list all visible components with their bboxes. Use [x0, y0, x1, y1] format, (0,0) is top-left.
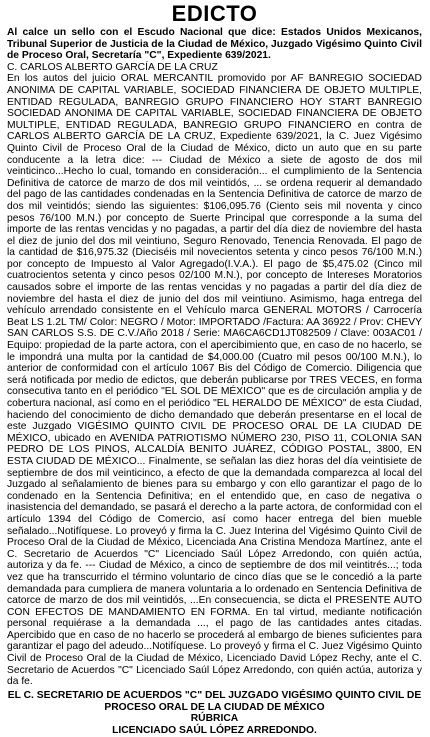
- edict-body: En los autos del juicio ORAL MERCANTIL promovido por AF BANREGIO SOCIEDAD ANONIMA DE CAPITAL VARIABLE, SOCIEDAD FINANCIERA DE OBJETO MULTIPLE, ENTIDAD REGULADA, BANREGIO GRUPO FINANCIERO HOY START BANREGIO SOCIEDAD ANONIMA DE CAPITAL VARIABLE, SOCIEDAD FINANCIERA DE OBJETO MULTIPLE, ENTIDAD REGULADA, BANREGIO GRUPO FINANCIERO en contra de CARLOS ALBERTO GARCÍA DE LA CRUZ, Expediente 639/2021, la C. Juez Vigésimo Quinto Civil de Proceso Oral de la Ciudad de México, dicto un auto que en su parte conducente a la letra dice: --- Ciudad de México a siete de agosto de dos mil veinticinco...Hecho lo cual, tomando en consideración... el cumplimiento de la Sentencia Definitiva de catorce de marzo de dos mil veintidós, ... se ordena requerir al demandado del pago de las cantidades condenadas en la Sentencia Definitiva de catorce de marzo de dos mil veintidós; siendo las siguientes: $106,095.76 (Ciento seis mil noventa y cinco pesos 76/100 M.N.) por concepto de Suerte Principal que corresponde a la suma del importe de las rentas vencidas y no pagadas, a partir del día diez de noviembre del hasta el diez de junio del dos mil veintiuno, Seguro Renovado, Tenencia Renovada. El pago de la cantidad de $16,975.32 (Dieciséis mil novecientos setenta y cinco pesos 76/100 M.N.) por concepto de Impuesto al Valor Agregado(I.V.A.). El pago de $5,475.02 (Cinco mil cuatrocientos setenta y cinco pesos 02/100 M.N.), por concepto de Intereses Moratorios causados sobre el importe de las rentas vencidas y no pagadas a partir del día diez de noviembre del hasta el diez de junio del dos mil veintiuno. Asimismo, haga entrega del vehículo arrendado consistente en el Vehículo marca GENERAL MOTORS / Carrocería Beat LS 1.2L TM/ Color: NEGRO / Motor: IMPORTADO /Factura: AA 36922 / Prov: CHEVY SAN CARLOS S.S. DE C.V./Año 2018 / Serie: MA6CA6CD1JT082509 / Clave: 003AC01 / Equipo: propiedad de la parte actora, con el apercibimiento que, en caso de no hacerlo, se le impondrá una multa por la cantidad de $4,000.00 (Cuatro mil pesos 00/100 M.N.), lo anterior de conformidad con el artículo 1067 Bis del Código de Comercio. Diligencia que será notificada por medio de edictos, que deberán publicarse por TRES VECES, en forma consecutiva tanto en el periódico "EL SOL DE MÉXICO" que es de circulación amplia y de cobertura nacional, así como en el periódico "EL HERALDO DE MÉXICO" de esta Ciudad, haciendo del conocimiento de dicho demandado que deberán presentarse en el local de este Juzgado VIGÉSIMO QUINTO CIVIL DE PROCESO ORAL DE LA CIUDAD DE MÉXICO, ubicado en AVENIDA PATRIOTISMO NÚMERO 230, PISO 11, COLONIA SAN PEDRO DE LOS PINOS, ALCALDÍA BENITO JUÁREZ, CÓDIGO POSTAL, 3800, EN ESTA CIUDAD DE MÉXICO... Finalmente, se señalan las diez horas del día veintisiete de septiembre de dos mil veinticinco, a efecto de que la demandada comparezca al local del Juzgado al señalamiento de bienes para su embargo y con ello garantizar el pago de lo condenado en la Sentencia Definitiva; en el entendido que, en caso de negativa o inasistencia del demandado, se pasará el derecho a la parte actora, de conformidad con el artículo 1394 del Código de Comercio, así como hacer entrega del bien mueble señalado...Notifíquese. Lo proveyó y firma la C. Juez Interina del Vigésimo Quinto Civil de Proceso Oral de la Ciudad de México, Licenciada Ana Cristina Mendoza Martínez, ante el C. Secretario de Acuerdos "C" Licenciado Saúl López Arredondo, con quién actúa, autoriza y da fe. --- Ciudad de México, a cinco de septiembre de dos mil veintitrés...; toda vez que ha transcurrido el término voluntario de cinco días que se le concedió a la parte demandada para cumpliera de manera voluntaria a lo ordenado en Sentencia Definitiva de catorce de marzo de dos mil veintidós, ...En consecuencia, se dicta el PRESENTE AUTO CON EFECTOS DE MANDAMIENTO EN FORMA. En tal virtud, mediante notificación personal requiérase a la demandada ..., el pago de las cantidades antes citadas. Apercibido que en caso de no hacerlo se procederá al embargo de bienes suficientes para garantizar el pago del adeudo...Notifíquese. Lo proveyó y firma el C. Juez Vigésimo Quinto Civil de Proceso Oral de la Ciudad de México, Licenciado David López Rechy, ante el C. Secretario de Acuerdos "C" Licenciado Saúl López Arredondo, con quién actúa, autoriza y da fe.: [7, 73, 422, 688]
- addressee: C. CARLOS ALBERTO GARCÍA DE LA CRUZ: [7, 61, 218, 73]
- signature-block: [7, 690, 422, 737]
- signature-rubrica: RÚBRICA: [190, 713, 239, 725]
- signature-title: EL C. SECRETARIO DE ACUERDOS "C" DEL JUZGADO VIGÉSIMO QUINTO CIVIL DE PROCESO ORAL DE LA CIUDAD DE MÉXICO: [7, 689, 422, 713]
- seal-intro: Al calce un sello con el Escudo Nacional que dice: Estados Unidos Mexicanos, Tribunal Superior de Justicia de la Ciudad de México, Juzgado Vigésimo Quinto Civil de Proceso Oral, Secretaría "C", Expediente 639/2021.: [7, 27, 422, 62]
- edict-title: EDICTO: [171, 1, 258, 26]
- signature-name: LICENCIADO SAÚL LÓPEZ ARREDONDO.: [112, 725, 317, 737]
